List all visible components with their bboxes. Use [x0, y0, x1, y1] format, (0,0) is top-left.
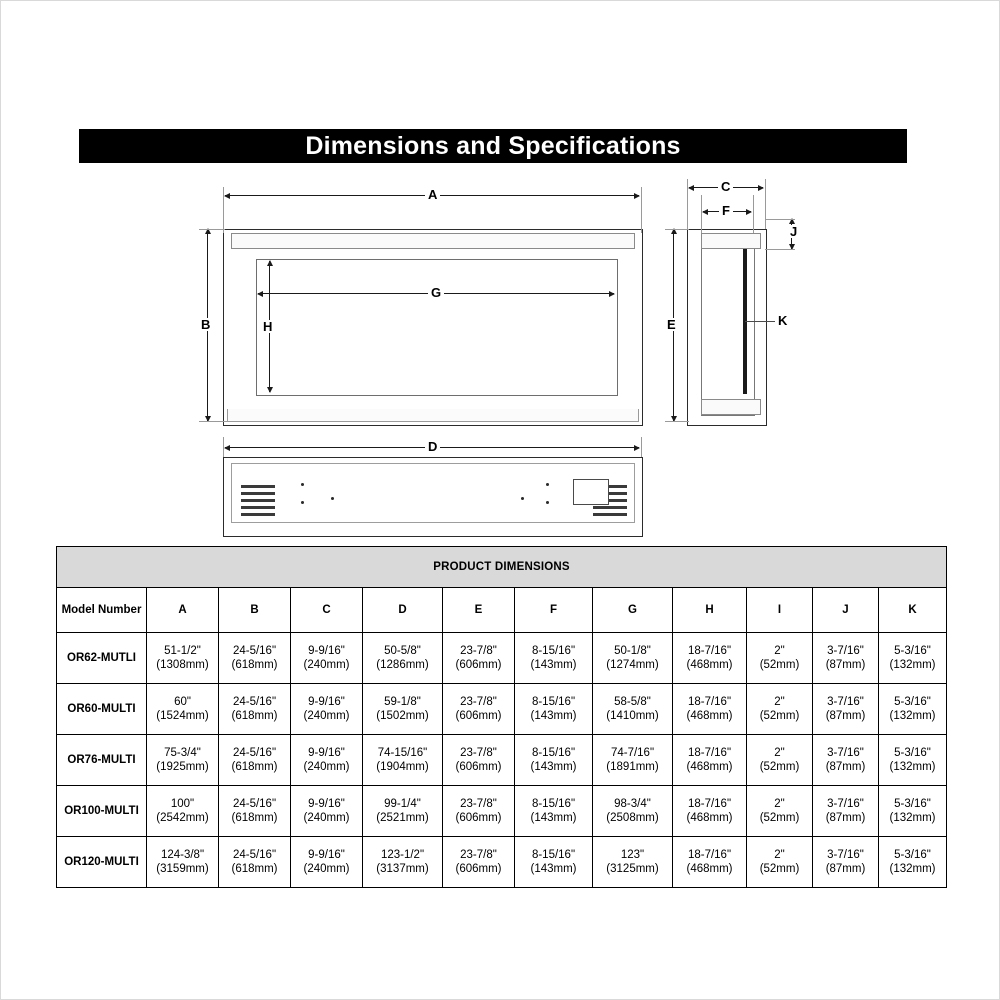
cell-k [879, 633, 947, 684]
value-inches: 50-5/8" [384, 645, 421, 657]
dimension-label-C: C [718, 180, 733, 193]
cell-f [515, 684, 593, 735]
value-inches: 24-5/16" [232, 696, 277, 708]
value-inches: 23-7/8" [460, 696, 497, 708]
value-inches: 2" [774, 798, 785, 810]
value-inches: 5-3/16" [894, 645, 931, 657]
value-inches: 2" [774, 645, 785, 657]
cell-k [879, 786, 947, 837]
cell-e [443, 786, 515, 837]
cell-a [147, 786, 219, 837]
value-inches: 74-7/16" [610, 747, 655, 759]
cell-c [291, 633, 363, 684]
mounting-hole [521, 497, 524, 500]
value-mm: (52mm) [759, 812, 800, 824]
side-view-bottom-bracket [701, 399, 761, 415]
cell-k [879, 837, 947, 888]
value-mm: (240mm) [303, 863, 350, 875]
value-mm: (1502mm) [376, 710, 429, 722]
value-mm: (2508mm) [606, 812, 659, 824]
value-inches: 24-5/16" [232, 849, 277, 861]
value-mm: (52mm) [759, 710, 800, 722]
value-mm: (132mm) [889, 710, 936, 722]
cell-j [813, 684, 879, 735]
cell-a [147, 735, 219, 786]
cell-e [443, 633, 515, 684]
value-mm: (618mm) [231, 659, 278, 671]
value-mm: (143mm) [530, 761, 577, 773]
cell-i [747, 786, 813, 837]
value-mm: (468mm) [686, 863, 733, 875]
cell-g [593, 735, 673, 786]
value-inches: 2" [774, 849, 785, 861]
value-mm: (1904mm) [376, 761, 429, 773]
column-header-k: K [879, 588, 947, 633]
value-mm: (618mm) [231, 812, 278, 824]
value-mm: (240mm) [303, 761, 350, 773]
value-inches: 8-15/16" [531, 747, 576, 759]
front-view-top-strip [231, 233, 635, 249]
value-mm: (3137mm) [376, 863, 429, 875]
leader-line-K [745, 321, 779, 322]
value-inches: 18-7/16" [687, 849, 732, 861]
value-mm: (468mm) [686, 812, 733, 824]
cell-c [291, 837, 363, 888]
value-inches: 5-3/16" [894, 798, 931, 810]
cell-j [813, 735, 879, 786]
vent-slot [241, 506, 275, 509]
value-mm: (468mm) [686, 761, 733, 773]
table-title: PRODUCT DIMENSIONS [57, 547, 947, 588]
value-mm: (3125mm) [606, 863, 659, 875]
cell-d [363, 735, 443, 786]
value-inches: 100" [170, 798, 195, 810]
value-inches: 3-7/16" [827, 849, 864, 861]
value-mm: (143mm) [530, 863, 577, 875]
value-inches: 51-1/2" [164, 645, 201, 657]
cell-model: OR76-MULTI [57, 735, 147, 786]
value-inches: 23-7/8" [460, 798, 497, 810]
value-mm: (1524mm) [156, 710, 209, 722]
technical-drawing [1, 161, 1000, 541]
cell-d [363, 837, 443, 888]
vent-slot [593, 506, 627, 509]
value-mm: (87mm) [825, 812, 866, 824]
value-mm: (606mm) [455, 659, 502, 671]
value-inches: 9-9/16" [308, 747, 345, 759]
ext-line-E-top [665, 229, 689, 230]
value-mm: (132mm) [889, 659, 936, 671]
cell-f [515, 735, 593, 786]
value-inches: 24-5/16" [232, 798, 277, 810]
value-inches: 18-7/16" [687, 696, 732, 708]
value-mm: (1925mm) [156, 761, 209, 773]
vent-slot [241, 485, 275, 488]
ext-line-F-right [753, 195, 754, 233]
cell-b [219, 633, 291, 684]
cell-h [673, 684, 747, 735]
cell-i [747, 735, 813, 786]
dimension-label-F: F [719, 204, 733, 217]
value-mm: (618mm) [231, 710, 278, 722]
value-mm: (606mm) [455, 710, 502, 722]
table-row [57, 837, 947, 888]
value-inches: 98-3/4" [614, 798, 651, 810]
product-dimensions-table [56, 546, 947, 888]
value-inches: 2" [774, 747, 785, 759]
cell-model: OR120-MULTI [57, 837, 147, 888]
value-inches: 8-15/16" [531, 798, 576, 810]
value-inches: 58-5/8" [614, 696, 651, 708]
vent-slot [241, 492, 275, 495]
value-inches: 123-1/2" [380, 849, 425, 861]
value-mm: (87mm) [825, 761, 866, 773]
cell-c [291, 786, 363, 837]
value-inches: 3-7/16" [827, 798, 864, 810]
cell-h [673, 735, 747, 786]
value-inches: 124-3/8" [160, 849, 205, 861]
value-inches: 3-7/16" [827, 645, 864, 657]
value-inches: 5-3/16" [894, 747, 931, 759]
cell-c [291, 735, 363, 786]
vent-slot [593, 513, 627, 516]
value-mm: (87mm) [825, 659, 866, 671]
value-inches: 24-5/16" [232, 645, 277, 657]
column-header-h: H [673, 588, 747, 633]
cell-h [673, 633, 747, 684]
page-title: Dimensions and Specifications [79, 129, 907, 163]
cell-g [593, 633, 673, 684]
ext-line-J-top [765, 219, 795, 220]
dimension-label-K: K [775, 314, 790, 327]
value-mm: (132mm) [889, 812, 936, 824]
dimension-label-B: B [198, 318, 213, 331]
mounting-hole [301, 501, 304, 504]
value-mm: (143mm) [530, 659, 577, 671]
column-header-c: C [291, 588, 363, 633]
cell-a [147, 837, 219, 888]
value-inches: 75-3/4" [164, 747, 201, 759]
mounting-hole [546, 501, 549, 504]
column-header-b: B [219, 588, 291, 633]
dimension-label-D: D [425, 440, 440, 453]
front-view-base [227, 409, 639, 422]
side-view-top-bracket [701, 233, 761, 249]
value-inches: 59-1/8" [384, 696, 421, 708]
mounting-hole [331, 497, 334, 500]
table-row [57, 735, 947, 786]
vent-slot [241, 499, 275, 502]
cell-a [147, 633, 219, 684]
value-inches: 18-7/16" [687, 645, 732, 657]
column-header-model: Model Number [57, 588, 147, 633]
cell-b [219, 735, 291, 786]
value-mm: (1274mm) [606, 659, 659, 671]
cell-f [515, 786, 593, 837]
value-mm: (240mm) [303, 710, 350, 722]
cell-j [813, 633, 879, 684]
cell-b [219, 837, 291, 888]
column-header-g: G [593, 588, 673, 633]
cell-d [363, 633, 443, 684]
value-mm: (87mm) [825, 863, 866, 875]
value-mm: (1286mm) [376, 659, 429, 671]
value-inches: 8-15/16" [531, 645, 576, 657]
column-header-f: F [515, 588, 593, 633]
value-mm: (240mm) [303, 659, 350, 671]
cell-g [593, 684, 673, 735]
value-mm: (52mm) [759, 863, 800, 875]
cell-e [443, 735, 515, 786]
dimension-label-G: G [428, 286, 444, 299]
cell-e [443, 837, 515, 888]
column-header-a: A [147, 588, 219, 633]
value-inches: 99-1/4" [384, 798, 421, 810]
column-header-d: D [363, 588, 443, 633]
value-inches: 123" [620, 849, 645, 861]
value-inches: 8-15/16" [531, 696, 576, 708]
value-mm: (606mm) [455, 863, 502, 875]
column-header-e: E [443, 588, 515, 633]
cell-model: OR100-MULTI [57, 786, 147, 837]
ext-line-E-bottom [665, 421, 689, 422]
cell-i [747, 633, 813, 684]
product-dimensions-table-wrapper [56, 546, 946, 888]
value-mm: (143mm) [530, 812, 577, 824]
value-mm: (2542mm) [156, 812, 209, 824]
table-row [57, 633, 947, 684]
value-mm: (132mm) [889, 761, 936, 773]
cell-h [673, 786, 747, 837]
value-inches: 18-7/16" [687, 747, 732, 759]
cell-k [879, 735, 947, 786]
value-inches: 18-7/16" [687, 798, 732, 810]
value-inches: 23-7/8" [460, 645, 497, 657]
cell-e [443, 684, 515, 735]
value-mm: (52mm) [759, 659, 800, 671]
value-inches: 3-7/16" [827, 696, 864, 708]
value-mm: (468mm) [686, 710, 733, 722]
value-mm: (618mm) [231, 863, 278, 875]
cell-f [515, 633, 593, 684]
top-view-control-box [573, 479, 609, 505]
value-mm: (606mm) [455, 761, 502, 773]
value-mm: (143mm) [530, 710, 577, 722]
dimension-label-H: H [260, 320, 275, 333]
ext-line-side-right [765, 179, 766, 229]
cell-g [593, 786, 673, 837]
table-row [57, 684, 947, 735]
value-mm: (87mm) [825, 710, 866, 722]
ext-line-B-bottom [199, 421, 229, 422]
table-header-row [57, 588, 947, 633]
cell-model: OR62-MUTLI [57, 633, 147, 684]
value-inches: 24-5/16" [232, 747, 277, 759]
value-mm: (52mm) [759, 761, 800, 773]
cell-b [219, 786, 291, 837]
cell-j [813, 837, 879, 888]
value-inches: 5-3/16" [894, 849, 931, 861]
cell-b [219, 684, 291, 735]
dimension-label-A: A [425, 188, 440, 201]
cell-d [363, 786, 443, 837]
value-inches: 9-9/16" [308, 645, 345, 657]
value-mm: (606mm) [455, 812, 502, 824]
value-mm: (3159mm) [156, 863, 209, 875]
value-inches: 23-7/8" [460, 849, 497, 861]
value-mm: (240mm) [303, 812, 350, 824]
column-header-i: I [747, 588, 813, 633]
value-inches: 9-9/16" [308, 696, 345, 708]
value-inches: 23-7/8" [460, 747, 497, 759]
mounting-hole [546, 483, 549, 486]
dimension-label-E: E [664, 318, 679, 331]
value-mm: (2521mm) [376, 812, 429, 824]
value-mm: (132mm) [889, 863, 936, 875]
value-inches: 8-15/16" [531, 849, 576, 861]
ext-line-B-top [199, 229, 225, 230]
dimension-label-J: J [787, 225, 800, 238]
value-inches: 74-15/16" [377, 747, 428, 759]
value-inches: 60" [174, 696, 191, 708]
cell-f [515, 837, 593, 888]
value-inches: 50-1/8" [614, 645, 651, 657]
value-mm: (1410mm) [606, 710, 659, 722]
front-view-glass-opening [256, 259, 618, 396]
table-row [57, 786, 947, 837]
ext-line-J-bottom [765, 249, 795, 250]
cell-g [593, 837, 673, 888]
value-mm: (468mm) [686, 659, 733, 671]
value-mm: (1891mm) [606, 761, 659, 773]
column-header-j: J [813, 588, 879, 633]
value-inches: 5-3/16" [894, 696, 931, 708]
value-inches: 3-7/16" [827, 747, 864, 759]
cell-a [147, 684, 219, 735]
cell-i [747, 684, 813, 735]
ext-line-front-right [641, 187, 642, 233]
value-mm: (1308mm) [156, 659, 209, 671]
cell-d [363, 684, 443, 735]
value-inches: 2" [774, 696, 785, 708]
value-inches: 9-9/16" [308, 798, 345, 810]
value-inches: 9-9/16" [308, 849, 345, 861]
mounting-hole [301, 483, 304, 486]
ext-line-top-right [641, 437, 642, 457]
cell-model: OR60-MULTI [57, 684, 147, 735]
vent-slot [241, 513, 275, 516]
cell-i [747, 837, 813, 888]
cell-c [291, 684, 363, 735]
value-mm: (618mm) [231, 761, 278, 773]
cell-h [673, 837, 747, 888]
cell-j [813, 786, 879, 837]
cell-k [879, 684, 947, 735]
